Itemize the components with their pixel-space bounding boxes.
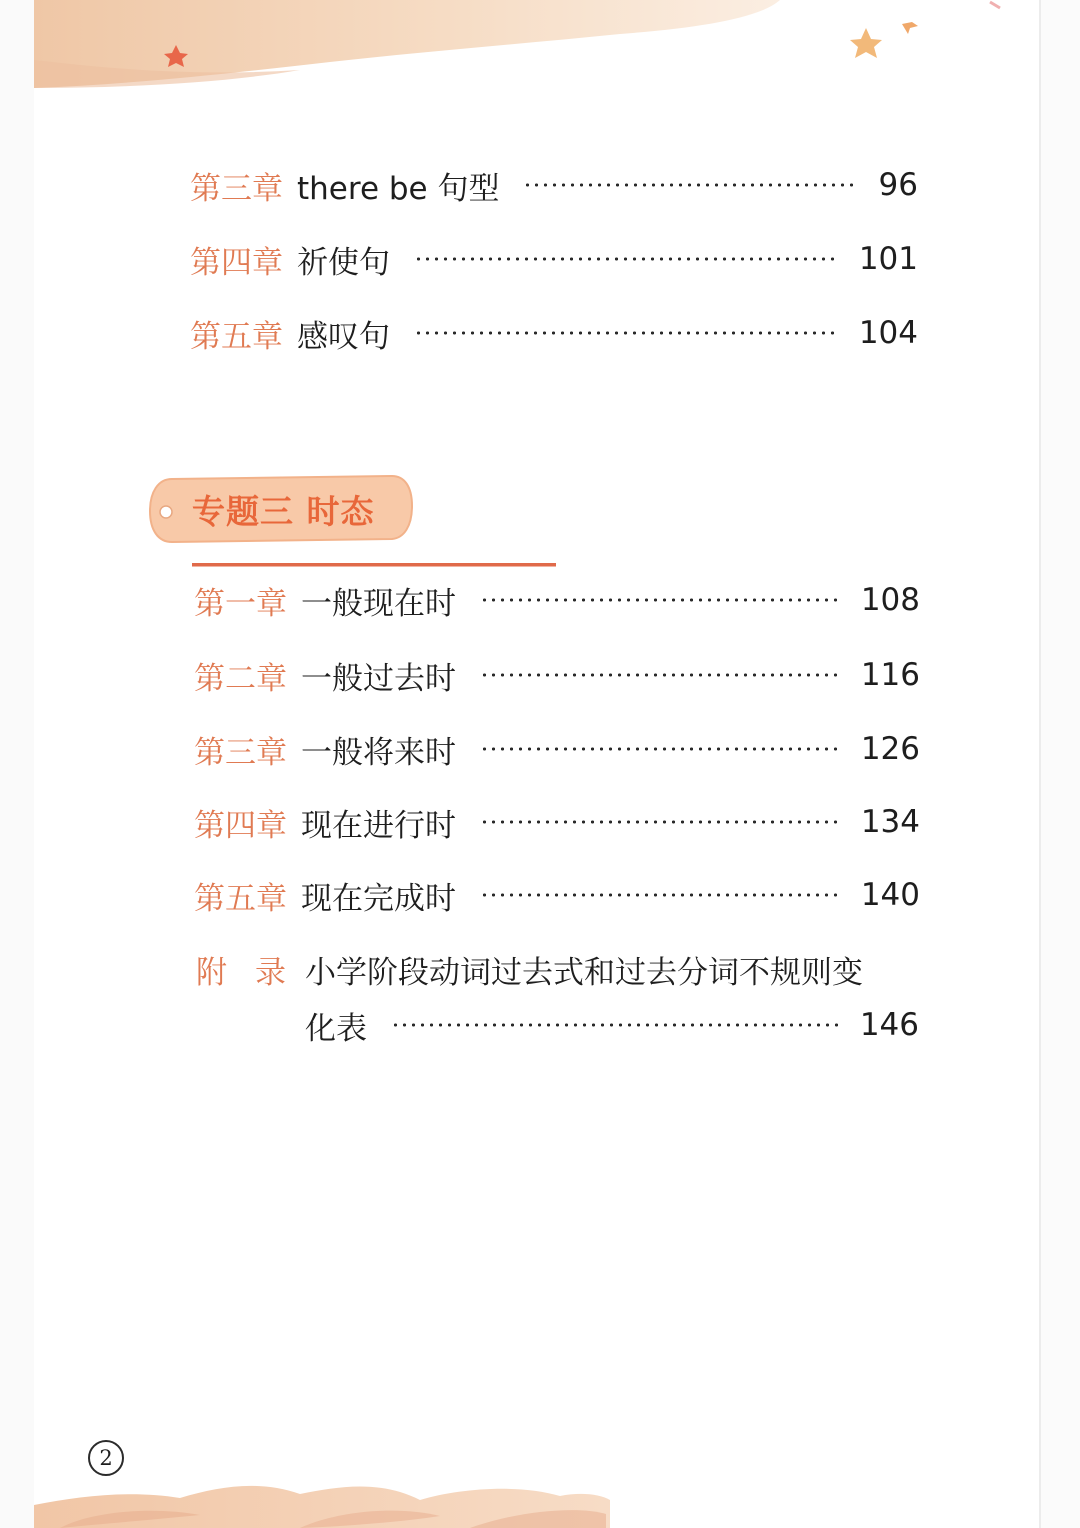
chapter-label: 第一章 (194, 585, 287, 622)
chapter-title: there be 句型 (297, 170, 500, 207)
chapter-title: 一般过去时 (301, 660, 456, 697)
toc-entry (190, 308, 918, 358)
page-reference: 101 (858, 241, 918, 277)
chapter-label: 第四章 (190, 244, 283, 281)
page-edge-right (1040, 0, 1080, 1528)
appendix-title-line1: 小学阶段动词过去式和过去分词不规则变 (305, 954, 863, 991)
dot-leader (480, 892, 841, 898)
chapter-title: 感叹句 (297, 318, 390, 355)
dot-leader (480, 819, 841, 825)
page-reference: 116 (860, 657, 920, 693)
dot-leader (480, 597, 841, 603)
chapter-label: 第三章 (194, 734, 287, 771)
page-reference: 146 (859, 1007, 919, 1043)
toc-entry (194, 797, 920, 847)
dot-leader (414, 256, 839, 262)
page-edge-left (0, 0, 34, 1528)
tab-hole (160, 506, 172, 518)
page-reference: 108 (860, 582, 920, 618)
page-reference: 134 (860, 804, 920, 840)
page-reference: 96 (878, 167, 918, 203)
page-reference: 126 (860, 731, 920, 767)
toc-entry (190, 234, 918, 284)
chapter-label: 第三章 (190, 170, 283, 207)
appendix-title-line2: 化表 (305, 1010, 367, 1047)
section-divider (192, 563, 556, 567)
chapter-title: 现在完成时 (301, 880, 456, 917)
chapter-label: 第五章 (194, 880, 287, 917)
chapter-title: 祈使句 (297, 244, 390, 281)
page-number: 2 (88, 1440, 124, 1476)
section-title: 专题三 时态 (192, 491, 375, 531)
chapter-title: 一般将来时 (301, 734, 456, 771)
toc-entry (190, 160, 918, 210)
chapter-label: 第四章 (194, 807, 287, 844)
page-reference: 140 (860, 877, 920, 913)
toc-entry (194, 870, 920, 920)
star-icon (850, 28, 882, 58)
chapter-label: 第五章 (190, 318, 283, 355)
appendix-label: 附录 (196, 954, 314, 991)
dot-leader (414, 330, 839, 336)
page-reference: 104 (858, 315, 918, 351)
dot-leader (391, 1022, 840, 1028)
toc-entry (194, 650, 920, 700)
star-icon (902, 22, 918, 34)
toc-entry (194, 575, 920, 625)
dot-leader (480, 746, 841, 752)
chapter-label: 第二章 (194, 660, 287, 697)
dot-leader (480, 672, 841, 678)
chapter-title: 现在进行时 (301, 807, 456, 844)
toc-entry (194, 724, 920, 774)
dot-leader (523, 182, 858, 188)
toc-entry-appendix (305, 1000, 919, 1050)
chapter-title: 一般现在时 (301, 585, 456, 622)
